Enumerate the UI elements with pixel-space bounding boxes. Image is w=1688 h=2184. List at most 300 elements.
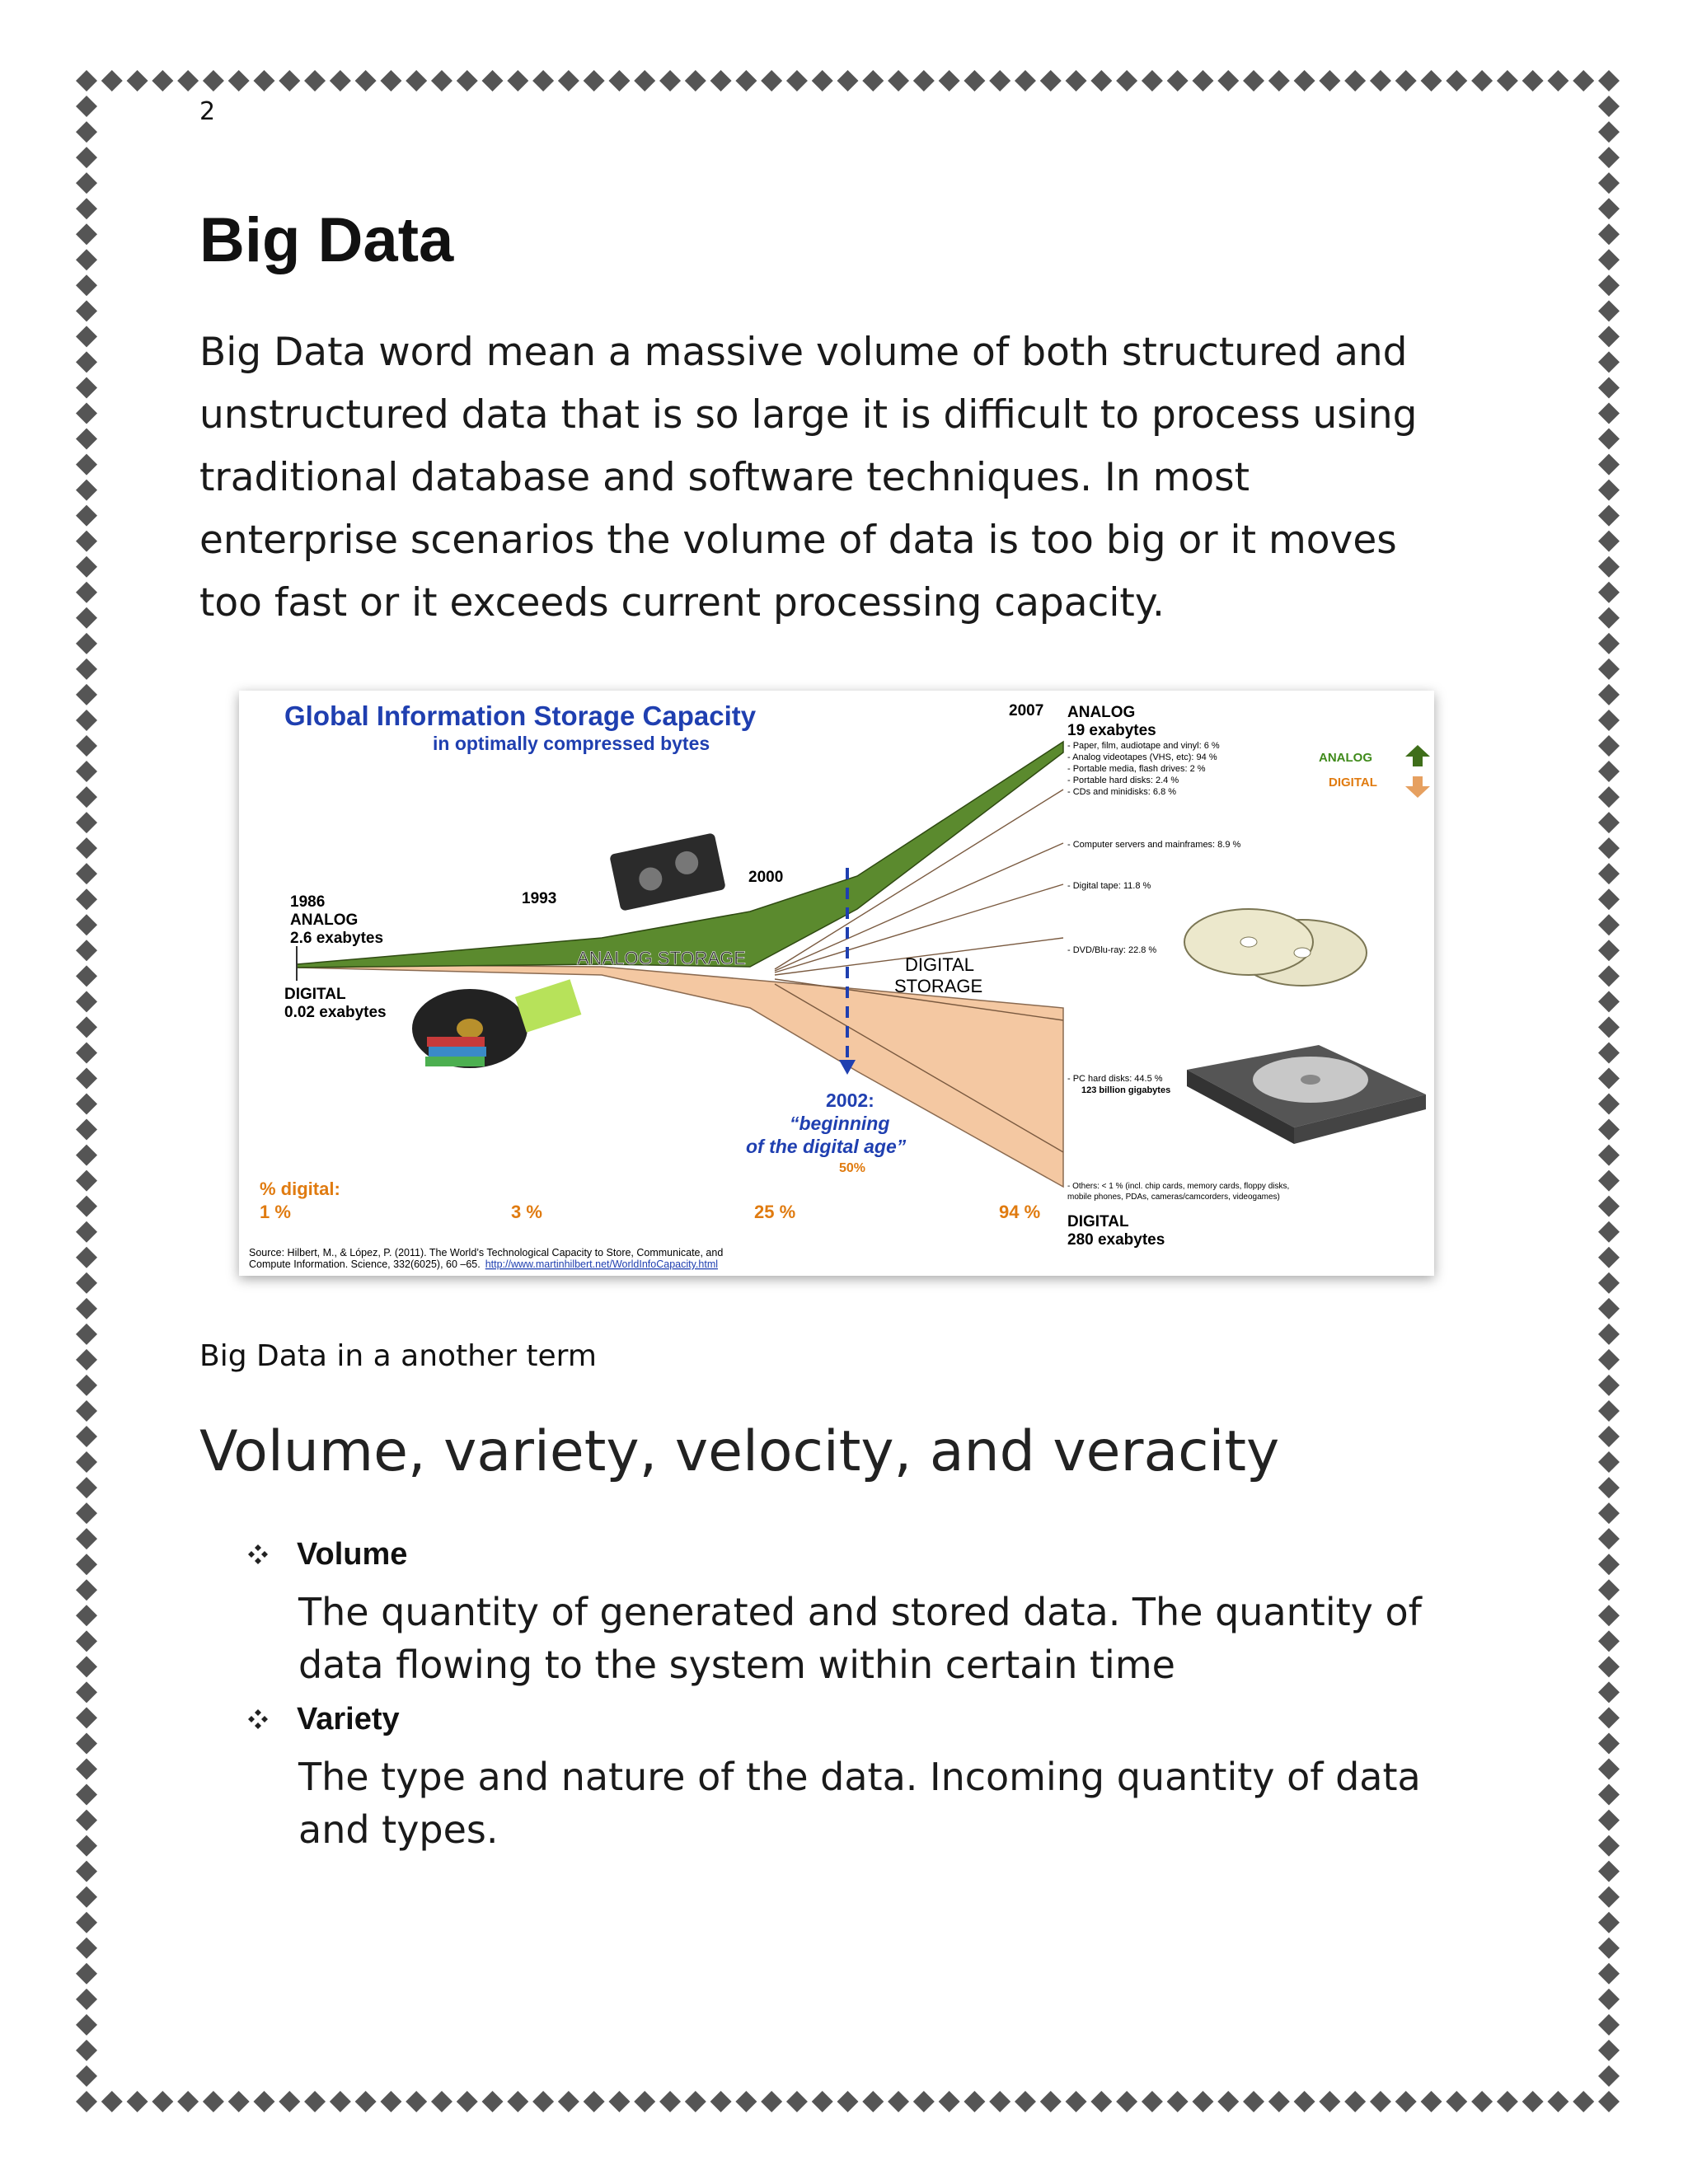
page-title: Big Data <box>199 205 454 275</box>
border-diamond <box>1497 2091 1518 2112</box>
border-diamond <box>685 2091 706 2112</box>
border-diamond <box>76 1094 97 1115</box>
border-diamond <box>1598 1630 1620 1652</box>
label-1986-year: 1986 <box>290 893 326 911</box>
source-link[interactable]: http://www.martinhilbert.net/WorldInfoCapacity.html <box>485 1258 719 1270</box>
border-diamond <box>76 1835 97 1857</box>
border-diamond <box>76 1732 97 1754</box>
border-diamond <box>76 531 97 552</box>
border-diamond <box>1598 147 1620 168</box>
border-diamond <box>1598 556 1620 578</box>
border-diamond <box>1167 70 1189 91</box>
border-diamond <box>76 658 97 680</box>
border-diamond <box>1598 480 1620 501</box>
border-diamond <box>76 1426 97 1447</box>
digital-down-arrow-icon <box>1405 776 1430 798</box>
analog-item: - Analog videotapes (VHS, etc): 94 % <box>1067 752 1217 762</box>
border-diamond <box>1598 1912 1620 1933</box>
four-diamond-bullet-icon <box>247 1544 269 1565</box>
border-diamond <box>76 1400 97 1422</box>
border-diamond <box>76 70 97 91</box>
border-diamond <box>304 70 326 91</box>
border-diamond <box>1015 70 1036 91</box>
legend-digital: DIGITAL <box>1329 776 1377 790</box>
border-diamond <box>1598 172 1620 194</box>
border-diamond <box>76 837 97 859</box>
border-diamond <box>152 70 173 91</box>
border-diamond <box>1598 300 1620 321</box>
border-diamond <box>1598 1016 1620 1038</box>
border-diamond <box>1066 2091 1087 2112</box>
digital-item: - Computer servers and mainframes: 8.9 % <box>1067 840 1241 850</box>
border-diamond <box>76 1067 97 1089</box>
border-diamond <box>1598 1656 1620 1677</box>
bullet-description: The quantity of generated and stored data. The quantity of data flowing to the system within certain time <box>298 1590 1422 1687</box>
digital-item: - DVD/Blu-ray: 22.8 % <box>1067 945 1157 955</box>
border-diamond <box>355 70 377 91</box>
border-diamond <box>786 70 808 91</box>
border-diamond <box>584 2091 605 2112</box>
border-diamond <box>608 70 630 91</box>
border-diamond <box>76 223 97 245</box>
border-diamond <box>1598 1605 1620 1626</box>
border-diamond <box>1547 2091 1568 2112</box>
border-diamond <box>939 70 960 91</box>
border-diamond <box>76 888 97 910</box>
border-diamond <box>1294 70 1315 91</box>
border-diamond <box>634 70 655 91</box>
source-line-1: Source: Hilbert, M., & López, P. (2011). The World’s Technological Capacity to Store, Communicate, and <box>249 1247 724 1258</box>
border-diamond <box>812 70 833 91</box>
border-diamond <box>507 70 528 91</box>
border-diamond <box>76 991 97 1012</box>
border-diamond <box>1598 863 1620 884</box>
border-diamond <box>1090 70 1112 91</box>
border-diamond <box>76 1349 97 1371</box>
border-diamond <box>76 684 97 705</box>
border-diamond <box>76 1221 97 1243</box>
border-diamond <box>1192 70 1213 91</box>
border-diamond <box>1598 121 1620 143</box>
border-diamond <box>76 761 97 782</box>
border-diamond <box>1598 1989 1620 2010</box>
border-diamond <box>1217 2091 1239 2112</box>
border-diamond <box>76 1247 97 1268</box>
border-diamond <box>101 2091 123 2112</box>
border-diamond <box>1116 70 1137 91</box>
border-diamond <box>1598 1221 1620 1243</box>
border-diamond <box>1598 1963 1620 1985</box>
border-diamond <box>1598 710 1620 731</box>
border-diamond <box>76 1554 97 1575</box>
border-diamond <box>1395 2091 1417 2112</box>
border-diamond <box>659 70 681 91</box>
border-diamond <box>76 582 97 603</box>
border-diamond <box>1598 914 1620 935</box>
border-diamond <box>1142 2091 1163 2112</box>
border-diamond <box>76 2014 97 2036</box>
border-diamond <box>76 402 97 424</box>
border-diamond <box>76 2091 97 2112</box>
border-diamond <box>1598 1938 1620 1959</box>
border-diamond <box>735 70 757 91</box>
border-diamond <box>76 1298 97 1319</box>
border-diamond <box>1268 70 1290 91</box>
label-2007-year: 2007 <box>1009 702 1044 719</box>
border-diamond <box>1598 1579 1620 1601</box>
list-item <box>247 1696 1484 1856</box>
border-diamond <box>1598 429 1620 450</box>
border-diamond <box>1598 402 1620 424</box>
border-diamond <box>1522 2091 1544 2112</box>
analog-storage-label: ANALOG STORAGE <box>577 948 746 968</box>
border-diamond <box>76 198 97 219</box>
border-diamond <box>228 2091 250 2112</box>
border-diamond <box>1598 1528 1620 1549</box>
border-diamond <box>1598 223 1620 245</box>
border-diamond <box>330 70 351 91</box>
pct-value: 1 % <box>260 1202 291 1222</box>
border-diamond <box>76 812 97 833</box>
border-diamond <box>1598 786 1620 808</box>
border-diamond <box>837 70 859 91</box>
border-diamond <box>1192 2091 1213 2112</box>
analog-item: - Portable hard disks: 2.4 % <box>1067 776 1179 785</box>
border-diamond <box>1090 2091 1112 2112</box>
border-diamond <box>1598 351 1620 373</box>
border-diamond <box>76 454 97 476</box>
border-diamond <box>76 914 97 935</box>
border-diamond <box>76 1912 97 1933</box>
border-diamond <box>735 2091 757 2112</box>
hard-disk-image <box>1187 1045 1426 1144</box>
storage-capacity-figure <box>239 691 1434 1276</box>
border-diamond <box>558 70 579 91</box>
border-diamond <box>253 70 274 91</box>
border-diamond <box>228 70 250 91</box>
border-diamond <box>1015 2091 1036 2112</box>
border-diamond <box>761 70 782 91</box>
border-diamond <box>76 274 97 296</box>
border-diamond <box>1395 70 1417 91</box>
border-diamond <box>457 2091 478 2112</box>
border-diamond <box>76 1170 97 1192</box>
border-diamond <box>1344 70 1366 91</box>
border-diamond <box>1573 70 1594 91</box>
pct-value: 3 % <box>511 1202 542 1222</box>
border-diamond <box>1598 326 1620 347</box>
border-diamond <box>76 1579 97 1601</box>
border-diamond <box>76 607 97 629</box>
border-diamond <box>507 2091 528 2112</box>
vhs-tape-image <box>609 832 726 911</box>
border-diamond <box>1598 1170 1620 1192</box>
border-diamond <box>1598 454 1620 476</box>
border-diamond <box>482 2091 504 2112</box>
page-number: 2 <box>199 97 216 126</box>
border-diamond <box>584 70 605 91</box>
border-diamond <box>659 2091 681 2112</box>
intro-paragraph: Big Data word mean a massive volume of both structured and unstructured data that is so large it is difficult to process using traditional database and software techniques. In most enterprise scenarios the volume of data is too big or it moves too fast or it exceeds current processing capacity. <box>199 330 1418 626</box>
border-diamond <box>76 1656 97 1677</box>
digital-item: - Others: < 1 % (incl. chip cards, memory cards, floppy disks, <box>1067 1182 1290 1191</box>
border-diamond <box>76 1451 97 1473</box>
border-diamond <box>1598 1886 1620 1908</box>
border-diamond <box>1598 1759 1620 1780</box>
border-diamond <box>1370 2091 1391 2112</box>
border-diamond <box>558 2091 579 2112</box>
border-diamond <box>1598 633 1620 654</box>
border-diamond <box>76 147 97 168</box>
border-diamond <box>532 70 554 91</box>
border-diamond <box>1598 1067 1620 1089</box>
border-diamond <box>634 2091 655 2112</box>
media-collage-image <box>412 979 581 1068</box>
border-diamond <box>1598 1094 1620 1115</box>
label-1993-year: 1993 <box>522 890 557 907</box>
border-diamond <box>76 786 97 808</box>
border-diamond <box>76 710 97 731</box>
border-diamond <box>888 2091 909 2112</box>
border-diamond <box>1319 70 1340 91</box>
border-diamond <box>76 1989 97 2010</box>
border-diamond <box>355 2091 377 2112</box>
border-diamond <box>862 2091 884 2112</box>
border-diamond <box>1598 1247 1620 1268</box>
border-diamond <box>1598 1119 1620 1141</box>
border-diamond <box>279 2091 300 2112</box>
border-diamond <box>1319 2091 1340 2112</box>
border-diamond <box>1598 940 1620 961</box>
border-diamond <box>406 70 427 91</box>
border-diamond <box>76 940 97 961</box>
border-diamond <box>1598 1835 1620 1857</box>
digital-item: 123 billion gigabytes <box>1081 1085 1171 1095</box>
border-diamond <box>1598 249 1620 270</box>
border-diamond <box>1598 1042 1620 1063</box>
section-heading: Volume, variety, velocity, and veracity <box>199 1419 1280 1484</box>
border-diamond <box>177 2091 199 2112</box>
border-diamond <box>710 70 732 91</box>
border-diamond <box>177 70 199 91</box>
characteristics-list <box>247 1531 1484 1861</box>
border-diamond <box>1598 658 1620 680</box>
border-diamond <box>1598 2065 1620 2087</box>
border-diamond <box>1598 837 1620 859</box>
border-diamond <box>76 1196 97 1217</box>
analog-up-arrow-icon <box>1405 745 1430 766</box>
border-diamond <box>1598 888 1620 910</box>
border-diamond <box>1598 735 1620 757</box>
border-diamond <box>1598 1145 1620 1166</box>
border-diamond <box>786 2091 808 2112</box>
border-diamond <box>1598 607 1620 629</box>
border-diamond <box>1598 1784 1620 1806</box>
border-diamond <box>76 1528 97 1549</box>
bullet-description: The type and nature of the data. Incoming quantity of data and types. <box>298 1755 1421 1852</box>
border-diamond <box>1598 1324 1620 1345</box>
border-diamond <box>1598 2091 1620 2112</box>
border-diamond <box>1040 2091 1062 2112</box>
border-diamond <box>1598 274 1620 296</box>
digital-storage-area <box>297 964 1063 1187</box>
legend-analog: ANALOG <box>1319 751 1372 765</box>
border-diamond <box>1598 1298 1620 1319</box>
border-diamond <box>1598 505 1620 527</box>
border-diamond <box>279 70 300 91</box>
border-diamond <box>1116 2091 1137 2112</box>
border-diamond <box>761 2091 782 2112</box>
border-diamond <box>1243 70 1264 91</box>
border-diamond <box>888 70 909 91</box>
pct-digital-label: % digital: <box>260 1179 340 1199</box>
digital-item: - PC hard disks: 44.5 % <box>1067 1074 1163 1084</box>
digital-item: mobile phones, PDAs, cameras/camcorders, videogames) <box>1067 1193 1280 1202</box>
border-diamond <box>76 2065 97 2087</box>
border-diamond <box>1598 1502 1620 1524</box>
border-diamond <box>482 70 504 91</box>
label-2000-year: 2000 <box>748 869 784 886</box>
border-diamond <box>1497 70 1518 91</box>
border-diamond <box>1344 2091 1366 2112</box>
border-diamond <box>76 1502 97 1524</box>
border-diamond <box>1598 1375 1620 1396</box>
border-diamond <box>1598 1426 1620 1447</box>
border-diamond <box>406 2091 427 2112</box>
border-diamond <box>862 70 884 91</box>
border-diamond <box>989 2091 1010 2112</box>
border-diamond <box>76 505 97 527</box>
border-diamond <box>76 1759 97 1780</box>
border-diamond <box>76 735 97 757</box>
border-diamond <box>1598 761 1620 782</box>
border-diamond <box>939 2091 960 2112</box>
analog-2007-value: 19 exabytes <box>1067 722 1156 739</box>
border-diamond <box>76 1630 97 1652</box>
border-diamond <box>1598 2014 1620 2036</box>
border-diamond <box>1598 70 1620 91</box>
border-diamond <box>76 1042 97 1063</box>
border-diamond <box>76 172 97 194</box>
border-diamond <box>431 2091 452 2112</box>
border-diamond <box>127 70 148 91</box>
border-diamond <box>1547 70 1568 91</box>
label-1986-analog: ANALOG <box>290 912 359 929</box>
figure-caption: Big Data in a another term <box>199 1339 597 1373</box>
border-diamond <box>76 249 97 270</box>
border-diamond <box>304 2091 326 2112</box>
border-diamond <box>76 863 97 884</box>
analog-item: - CDs and minidisks: 6.8 % <box>1067 787 1177 797</box>
border-diamond <box>76 326 97 347</box>
border-diamond <box>1598 582 1620 603</box>
digital-storage-label-line2: STORAGE <box>894 976 983 996</box>
border-diamond <box>76 351 97 373</box>
digital-2007-value: 280 exabytes <box>1067 1231 1165 1249</box>
border-diamond <box>1598 1732 1620 1754</box>
border-diamond <box>76 965 97 987</box>
border-diamond <box>1598 812 1620 833</box>
border-diamond <box>989 70 1010 91</box>
label-1986-digital: DIGITAL <box>284 986 346 1003</box>
border-diamond <box>76 1324 97 1345</box>
border-diamond <box>1598 1861 1620 1882</box>
border-diamond <box>1446 2091 1467 2112</box>
border-diamond <box>1040 70 1062 91</box>
border-diamond <box>76 1681 97 1703</box>
analog-item: - Paper, film, audiotape and vinyl: 6 % <box>1067 741 1220 751</box>
border-diamond <box>1598 198 1620 219</box>
border-diamond <box>76 1886 97 1908</box>
border-diamond <box>1268 2091 1290 2112</box>
list-item <box>247 1531 1484 1691</box>
border-diamond <box>710 2091 732 2112</box>
border-diamond <box>1421 70 1442 91</box>
border-diamond <box>203 70 224 91</box>
border-diamond <box>76 1272 97 1294</box>
border-diamond <box>1598 1681 1620 1703</box>
border-diamond <box>1598 1400 1620 1422</box>
border-diamond <box>76 1016 97 1038</box>
border-diamond <box>1598 1349 1620 1371</box>
border-diamond <box>1243 2091 1264 2112</box>
pct-value: 94 % <box>999 1202 1041 1222</box>
figure-subtitle: in optimally compressed bytes <box>433 733 710 754</box>
border-diamond <box>76 1119 97 1141</box>
border-diamond <box>152 2091 173 2112</box>
border-diamond <box>76 1810 97 1831</box>
border-diamond <box>253 2091 274 2112</box>
border-diamond <box>1598 1451 1620 1473</box>
border-diamond <box>1217 70 1239 91</box>
digital-item: - Digital tape: 11.8 % <box>1067 881 1151 891</box>
pct-value: 25 % <box>754 1202 796 1222</box>
border-diamond <box>101 70 123 91</box>
border-diamond <box>76 121 97 143</box>
border-diamond <box>532 2091 554 2112</box>
border-diamond <box>1598 684 1620 705</box>
border-diamond <box>76 429 97 450</box>
border-diamond <box>685 70 706 91</box>
label-1986-digital-value: 0.02 exabytes <box>284 1004 387 1021</box>
border-diamond <box>1573 2091 1594 2112</box>
border-diamond <box>608 2091 630 2112</box>
bullet-term: Volume <box>297 1536 408 1572</box>
border-diamond <box>76 480 97 501</box>
border-diamond <box>1598 1196 1620 1217</box>
border-diamond <box>1598 1707 1620 1728</box>
border-diamond <box>913 70 935 91</box>
border-diamond <box>1598 965 1620 987</box>
border-diamond <box>76 556 97 578</box>
border-diamond <box>1066 70 1087 91</box>
border-diamond <box>76 300 97 321</box>
border-diamond <box>76 1707 97 1728</box>
border-diamond <box>837 2091 859 2112</box>
four-diamond-bullet-icon <box>247 1708 269 1730</box>
border-diamond <box>812 2091 833 2112</box>
border-diamond <box>457 70 478 91</box>
digital-storage-label-line1: DIGITAL <box>905 954 974 975</box>
marker-2002-pct: 50% <box>839 1161 866 1175</box>
border-diamond <box>964 70 985 91</box>
border-diamond <box>913 2091 935 2112</box>
border-diamond <box>1598 96 1620 117</box>
border-diamond <box>380 70 401 91</box>
border-diamond <box>76 1861 97 1882</box>
border-diamond <box>1598 2040 1620 2061</box>
analog-2007-label: ANALOG <box>1067 704 1136 721</box>
